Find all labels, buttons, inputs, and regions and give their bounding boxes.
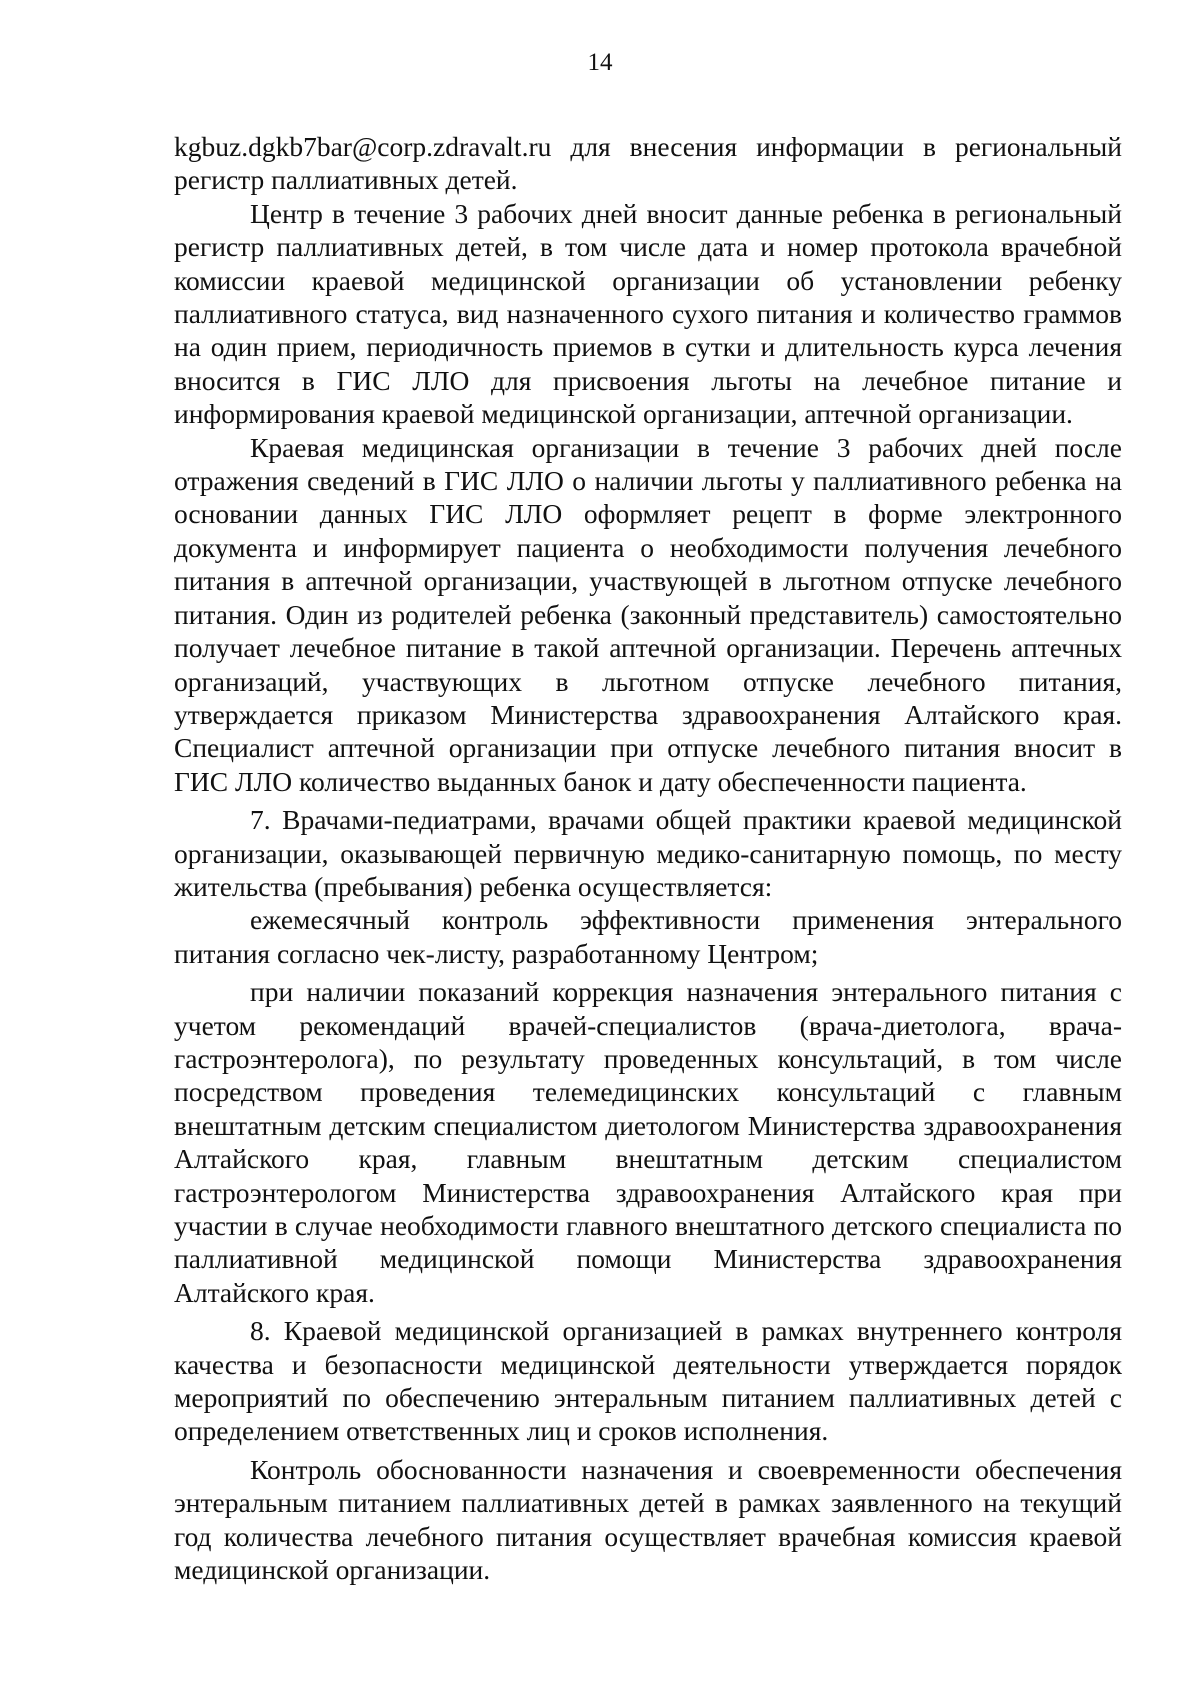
paragraph-item-7: 7. Врачами-педиатрами, врачами общей практики краевой медицинской организации, оказывающей первичную медико-санитарную помощь, по месту жительства (пребывания) ребенка осуществляется: bbox=[174, 804, 1122, 902]
paragraph-email-continuation: kgbuz.dgkb7bar@corp.zdravalt.ru для внесения информации в региональный регистр паллиативных детей. bbox=[174, 131, 1122, 196]
paragraph-center-registry: Центр в течение 3 рабочих дней вносит данные ребенка в региональный регистр паллиативных детей, в том числе дата и номер протокола врачебной комиссии краевой медицинской организации об установлении ребенку паллиативного статуса, вид назначенного сухого питания и количество граммов на один прием, периодичность приемов в сутки и длительность курса лечения вносится в ГИС ЛЛО для присвоения льготы на лечебное питание и информирования краевой медицинской организации, аптечной организации. bbox=[174, 197, 1122, 430]
paragraph-prescription: Краевая медицинская организации в течение 3 рабочих дней после отражения сведений в ГИС ЛЛО о наличии льготы у паллиативного ребенка на основании данных ГИС ЛЛО оформляет рецепт в форме электронного документа и информирует пациента о необходимости получения лечебного питания в аптечной организации, участвующей в льготном отпуске лечебного питания. Один из родителей ребенка (законный представитель) самостоятельно получает лечебное питание в такой аптечной организации. Перечень аптечных организаций, участвующих в льготном отпуске лечебного питания, утверждается приказом Министерства здравоохранения Алтайского края. Специалист аптечной организации при отпуске лечебного питания вносит в ГИС ЛЛО количество выданных банок и дату обеспеченности пациента. bbox=[174, 431, 1122, 797]
paragraph-correction: при наличии показаний коррекция назначения энтерального питания с учетом рекомендаций врачей-специалистов (врача-диетолога, врача-гастроэнтеролога), по результату проведенных консультаций, в том числе посредством проведения телемедицинских консультаций с главным внештатным детским специалистом диетологом Министерства здравоохранения Алтайского края, главным внештатным детским специалистом гастроэнтерологом Министерства здравоохранения Алтайского края при участии в случае необходимости главного внештатного детского специалиста по паллиативной медицинской помощи Министерства здравоохранения Алтайского края. bbox=[174, 976, 1122, 1308]
paragraph-item-8: 8. Краевой медицинской организацией в рамках внутреннего контроля качества и безопасности медицинской деятельности утверждается порядок мероприятий по обеспечению энтеральным питанием паллиативных детей с определением ответственных лиц и сроков исполнения. bbox=[174, 1315, 1122, 1447]
paragraph-monthly-control: ежемесячный контроль эффективности применения энтерального питания согласно чек-листу, разработанному Центром; bbox=[174, 904, 1122, 969]
document-body bbox=[174, 130, 1122, 1586]
page-number: 14 bbox=[587, 49, 613, 76]
paragraph-commission-control: Контроль обоснованности назначения и своевременности обеспечения энтеральным питанием паллиативных детей в рамках заявленного на текущий год количества лечебного питания осуществляет врачебная комиссия краевой медицинской организации. bbox=[174, 1453, 1122, 1586]
